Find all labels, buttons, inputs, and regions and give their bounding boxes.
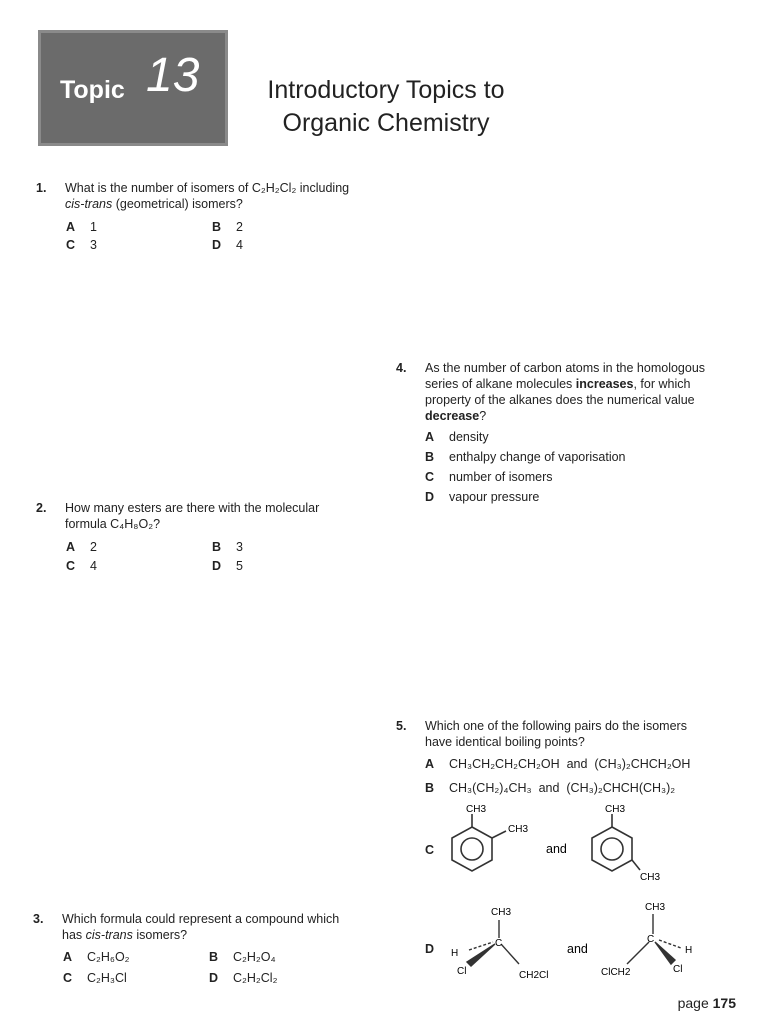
option-value: 2 xyxy=(236,220,243,234)
option-letter: C xyxy=(425,470,435,484)
and-word: and xyxy=(567,942,588,956)
formula-right: (CH₃)₂CHCH₂OH xyxy=(594,757,691,771)
question-number: 4. xyxy=(396,361,407,375)
option-letter: A xyxy=(63,950,73,964)
option-c[interactable] xyxy=(66,238,97,252)
topic-banner xyxy=(38,30,228,146)
chlorine-label: Cl xyxy=(457,966,467,977)
option-b[interactable] xyxy=(212,220,243,234)
topic-number: 13 xyxy=(146,49,200,102)
question-number: 1. xyxy=(36,181,47,195)
question-text-line: formula C₄H₈O₂? xyxy=(65,517,161,531)
option-d[interactable] xyxy=(425,490,539,504)
hydrogen-label: H xyxy=(451,948,459,959)
question-text-line xyxy=(425,376,705,392)
option-letter: A xyxy=(425,757,435,771)
ch3-label: CH3 xyxy=(605,804,626,815)
option-letter: C xyxy=(66,238,76,252)
option-letter: D xyxy=(209,971,219,985)
option-value: vapour pressure xyxy=(449,490,540,504)
option-letter: C xyxy=(425,843,435,857)
option-letter: A xyxy=(66,220,76,234)
question-text-line: What is the number of isomers of C₂H₂Cl₂ including xyxy=(65,181,350,195)
question-number: 3. xyxy=(33,912,44,926)
benzene-ring-left xyxy=(452,814,506,871)
option-a[interactable] xyxy=(63,950,130,964)
question-number: 5. xyxy=(396,719,407,733)
option-value: 5 xyxy=(236,559,243,573)
option-c[interactable] xyxy=(66,559,97,573)
bold-keyword: increases xyxy=(575,377,634,391)
option-d[interactable] xyxy=(209,971,277,985)
topic-word: Topic xyxy=(60,76,125,104)
option-c-structures xyxy=(440,800,680,885)
option-d[interactable] xyxy=(212,238,243,252)
question-text xyxy=(62,911,339,943)
option-value: C₂H₂Cl₂ xyxy=(233,971,278,985)
option-value: C₂H₃Cl xyxy=(87,971,127,985)
option-a[interactable] xyxy=(425,430,489,444)
question-text xyxy=(65,500,319,532)
option-letter: B xyxy=(425,450,435,464)
ch2cl-label: CH2Cl xyxy=(519,970,549,981)
option-a[interactable] xyxy=(66,540,97,554)
title-line-2: Organic Chemistry xyxy=(282,109,490,137)
text-span: series of alkane molecules xyxy=(425,377,576,391)
option-letter: D xyxy=(212,238,222,252)
option-letter: B xyxy=(425,781,435,795)
question-text xyxy=(65,180,349,212)
option-value: density xyxy=(449,430,489,444)
question-text-line xyxy=(425,408,705,424)
ch3-label: CH3 xyxy=(466,804,487,815)
text-span: has xyxy=(62,928,86,942)
option-value: 4 xyxy=(90,559,97,573)
ch3-label: CH3 xyxy=(645,902,666,913)
and-word: and xyxy=(538,781,560,795)
option-letter: B xyxy=(209,950,219,964)
option-a[interactable] xyxy=(66,220,97,234)
option-b[interactable] xyxy=(425,450,626,464)
option-letter: A xyxy=(425,430,435,444)
option-letter: A xyxy=(66,540,76,554)
formula-right: (CH₃)₂CHCH(CH₃)₂ xyxy=(566,781,676,795)
option-letter: B xyxy=(212,540,222,554)
italic-term: cis-trans xyxy=(65,197,113,211)
question-number: 2. xyxy=(36,501,47,515)
question-text-line xyxy=(65,196,349,212)
question-text-line xyxy=(62,927,339,943)
option-letter: D xyxy=(425,490,435,504)
option-value: 2 xyxy=(90,540,97,554)
option-d-structures xyxy=(445,898,715,984)
question-text-line: property of the alkanes does the numerical value xyxy=(425,393,695,407)
text-span: , for which xyxy=(633,377,691,391)
ch3-label: CH3 xyxy=(508,824,529,835)
question-text xyxy=(425,718,687,750)
option-b[interactable] xyxy=(209,950,276,964)
text-span: isomers? xyxy=(132,928,188,942)
option-letter: D xyxy=(212,559,222,573)
formula-left: CH₃(CH₂)₄CH₃ xyxy=(449,781,532,795)
page-title xyxy=(236,74,536,140)
option-letter: D xyxy=(425,942,435,956)
text-span: ? xyxy=(479,409,487,423)
option-a[interactable] xyxy=(425,757,690,771)
option-value: 1 xyxy=(90,220,97,234)
option-value: enthalpy change of vaporisation xyxy=(449,450,626,464)
italic-term: cis-trans xyxy=(85,928,133,942)
page-footer xyxy=(678,995,736,1011)
option-value: C₂H₆O₂ xyxy=(87,950,130,964)
hydrogen-label: H xyxy=(685,945,693,956)
molecule-left xyxy=(467,920,519,966)
question-text-rest: (geometrical) isomers? xyxy=(112,197,243,211)
question-text-line: Which formula could represent a compound which xyxy=(62,912,340,926)
ch3-label: CH3 xyxy=(491,907,512,918)
carbon-label: C xyxy=(495,938,503,949)
chlorine-label: Cl xyxy=(673,964,683,975)
formula-left: CH₃CH₂CH₂CH₂OH xyxy=(449,757,560,771)
clch2-label: ClCH2 xyxy=(601,967,631,978)
page-number: 175 xyxy=(712,995,736,1011)
option-value: C₂H₂O₄ xyxy=(233,950,276,964)
option-value: 3 xyxy=(90,238,97,252)
option-letter: B xyxy=(212,220,222,234)
option-letter: C xyxy=(63,971,73,985)
option-value: 4 xyxy=(236,238,243,252)
question-text-line: Which one of the following pairs do the isomers xyxy=(425,719,687,733)
question-text-line: How many esters are there with the molecular xyxy=(65,501,320,515)
option-value: 3 xyxy=(236,540,243,554)
question-text-line: have identical boiling points? xyxy=(425,735,585,749)
title-line-1: Introductory Topics to xyxy=(267,76,505,104)
option-letter: C xyxy=(66,559,76,573)
bold-keyword: decrease xyxy=(425,409,480,423)
option-c[interactable] xyxy=(63,971,127,985)
question-text-line: As the number of carbon atoms in the homologous xyxy=(425,361,706,375)
question-text xyxy=(425,360,705,424)
and-word: and xyxy=(566,757,588,771)
option-d[interactable] xyxy=(212,559,243,573)
and-word: and xyxy=(546,842,567,856)
benzene-ring-right xyxy=(592,814,640,871)
ch3-label: CH3 xyxy=(640,872,661,883)
option-value: number of isomers xyxy=(449,470,553,484)
carbon-label: C xyxy=(647,934,655,945)
option-c[interactable] xyxy=(425,470,553,484)
option-b[interactable] xyxy=(212,540,243,554)
option-b[interactable] xyxy=(425,781,675,795)
page-word: page xyxy=(677,995,709,1011)
